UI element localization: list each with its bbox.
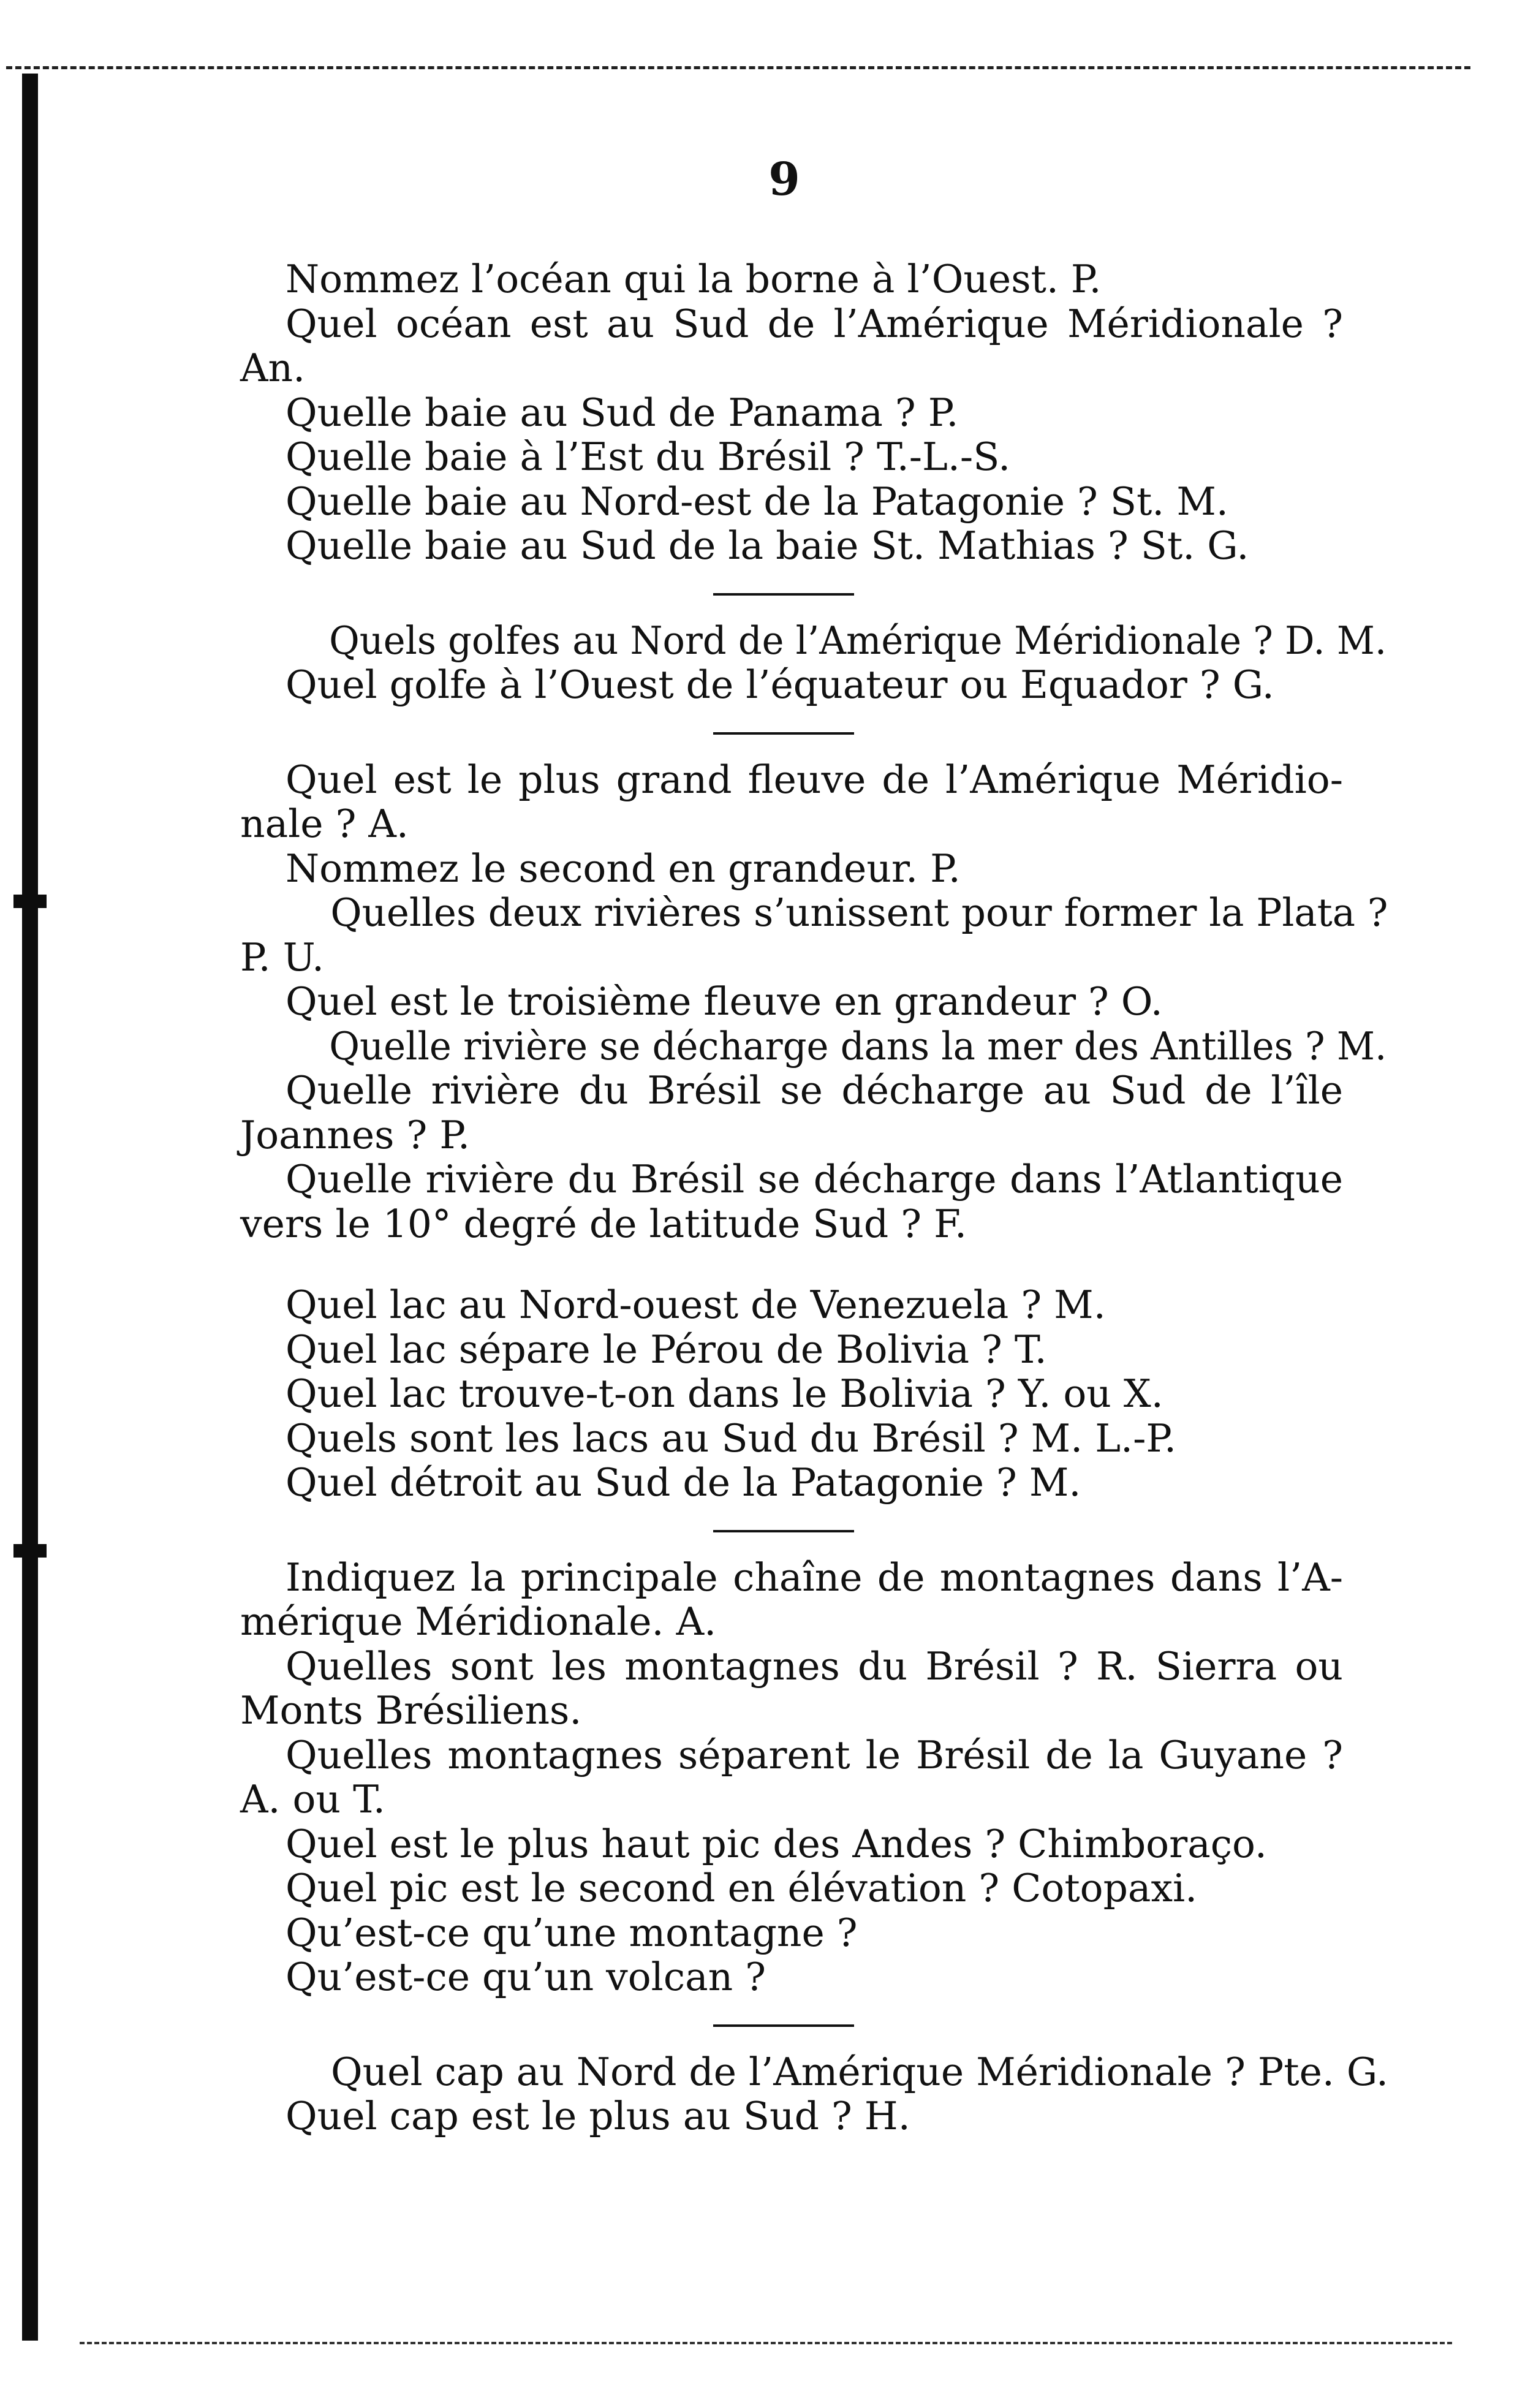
text-line: Qu’est-ce qu’une montagne ? — [286, 1910, 858, 1955]
section-divider — [713, 593, 854, 596]
text-line: mérique Méridionale. A. — [240, 1599, 717, 1644]
section-divider — [713, 2024, 854, 2027]
text-line: Quel est le plus haut pic des Andes ? Chimboraço. — [286, 1821, 1267, 1866]
text-line: nale ? A. — [240, 801, 409, 846]
text-line: Quel est le troisième fleuve en grandeur ? O. — [286, 979, 1163, 1024]
text-line: Quel océan est au Sud de l’Amérique Méridionale ? — [286, 301, 1343, 346]
text-line: Quelle rivière du Brésil se décharge au Sud de l’île — [286, 1068, 1343, 1113]
binding-edge — [22, 74, 38, 2341]
text-line: Indiquez la principale chaîne de montagnes dans l’A- — [286, 1554, 1343, 1600]
page-body — [240, 257, 1388, 2139]
text-line: Quelle baie au Nord-est de la Patagonie ? St. M. — [286, 479, 1228, 524]
text-line: Quelles montagnes séparent le Brésil de la Guyane ? — [286, 1732, 1343, 1778]
section-gap — [240, 1246, 1343, 1283]
text-line: Quel détroit au Sud de la Patagonie ? M. — [286, 1460, 1081, 1505]
text-line: Quel pic est le second en élévation ? Cotopaxi. — [286, 1866, 1198, 1910]
text-line: Quelle baie au Sud de Panama ? P. — [286, 390, 959, 435]
section-divider — [713, 1530, 854, 1532]
text-line: P. U. — [240, 934, 325, 980]
text-line: Joannes ? P. — [240, 1112, 470, 1157]
text-line: An. — [240, 346, 306, 390]
text-line: Quel cap est le plus au Sud ? H. — [286, 2094, 910, 2138]
text-line: Quel cap au Nord de l’Amérique Méridionale ? Pte. G. — [330, 2049, 1388, 2094]
text-line: Quelle baie à l’Est du Brésil ? T.-L.-S. — [286, 434, 1011, 479]
page-number: 9 — [768, 153, 800, 206]
text-line: Nommez l’océan qui la borne à l’Ouest. P. — [286, 257, 1102, 301]
text-line: Quelle rivière se décharge dans la mer des Antilles ? M. — [329, 1023, 1387, 1069]
text-line: Quels sont les lacs au Sud du Brésil ? M. L.-P. — [286, 1415, 1177, 1461]
text-line: Quelle rivière du Brésil se décharge dans l’Atlantique — [286, 1157, 1343, 1202]
text-line: Monts Brésiliens. — [240, 1688, 582, 1733]
text-line: vers le 10° degré de latitude Sud ? F. — [240, 1201, 967, 1246]
text-line: Quelles deux rivières s’unissent pour former la Plata ? — [330, 890, 1388, 935]
binding-notch — [13, 1544, 47, 1558]
bottom-border-rule — [80, 2342, 1452, 2344]
section-divider — [713, 732, 854, 735]
text-line: Quels golfes au Nord de l’Amérique Méridionale ? D. M. — [329, 618, 1387, 663]
text-line: Quelles sont les montagnes du Brésil ? R. Sierra ou — [286, 1643, 1343, 1689]
text-line: Quel est le plus grand fleuve de l’Amérique Méridio- — [286, 757, 1343, 802]
text-line: Quel lac trouve-t-on dans le Bolivia ? Y. ou X. — [286, 1371, 1163, 1416]
binding-notch — [13, 895, 47, 908]
text-line: Nommez le second en grandeur. P. — [286, 846, 961, 891]
top-border-rule — [6, 66, 1470, 69]
text-line: Quelle baie au Sud de la baie St. Mathias ? St. G. — [286, 523, 1249, 568]
text-line: A. ou T. — [240, 1777, 385, 1822]
text-line: Quel lac sépare le Pérou de Bolivia ? T. — [286, 1327, 1047, 1372]
text-line: Qu’est-ce qu’un volcan ? — [286, 1955, 766, 1999]
text-line: Quel lac au Nord-ouest de Venezuela ? M. — [286, 1282, 1106, 1327]
text-line: Quel golfe à l’Ouest de l’équateur ou Equador ? G. — [286, 662, 1274, 707]
